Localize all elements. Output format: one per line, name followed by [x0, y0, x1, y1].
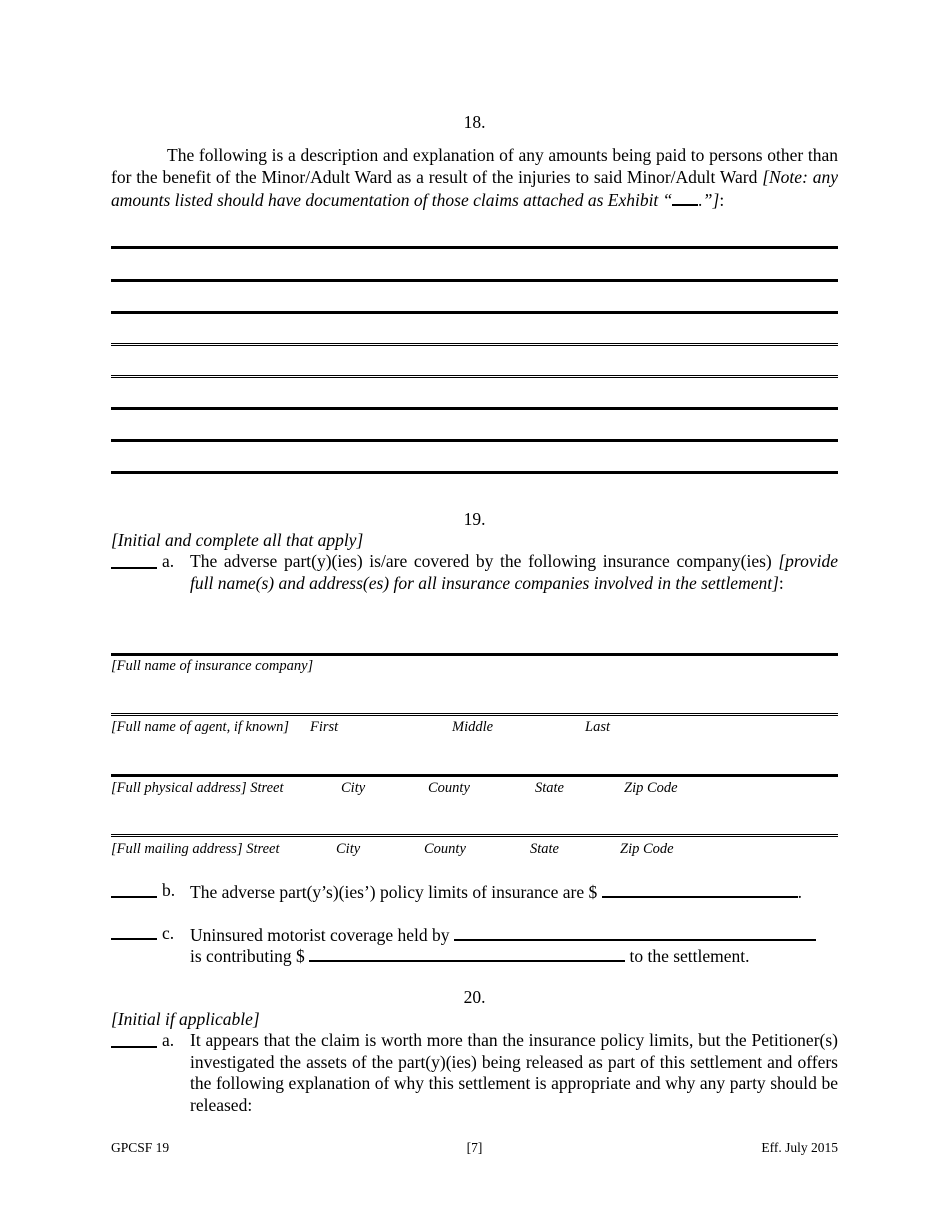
contributing-amount-blank[interactable]	[309, 944, 625, 962]
section-19-instruction: [Initial and complete all that apply]	[111, 530, 364, 550]
agent-caption-middle: Middle	[452, 719, 494, 735]
item-19a-text: The adverse part(y)(ies) is/are covered by the following insurance company(ies)	[190, 551, 779, 571]
section-18-text: The following is a description and explanation of any amounts being paid to persons other than for the benefit of the Minor/Adult Ward as a result of the injuries to said Minor/Adult Ward	[111, 145, 838, 187]
description-line-3[interactable]	[111, 311, 838, 314]
exhibit-blank[interactable]	[672, 188, 698, 206]
insurance-company-line[interactable]	[111, 653, 838, 656]
physical-caption-county: County	[428, 780, 470, 796]
initial-19c-blank[interactable]	[111, 938, 157, 940]
description-line-2[interactable]	[111, 279, 838, 282]
item-19a-letter: a.	[162, 551, 175, 571]
item-19b-letter: b.	[162, 880, 176, 900]
item-19a-text-block	[190, 551, 838, 594]
item-19c-letter: c.	[162, 923, 175, 943]
item-19c-text-3: to the settlement.	[629, 946, 750, 966]
mailing-caption-city: City	[336, 841, 361, 857]
section-20-number: 20.	[463, 987, 486, 1007]
policy-limits-blank[interactable]	[602, 880, 798, 898]
item-19c-line-1	[190, 923, 816, 947]
item-19a-colon: :	[778, 572, 784, 593]
footer-effective-date: Eff. July 2015	[761, 1140, 838, 1155]
section-18-number: 18.	[463, 112, 486, 132]
section-18-colon: :	[719, 190, 725, 210]
insurance-company-caption: [Full name of insurance company]	[111, 658, 314, 674]
item-19b-end: .	[797, 882, 802, 902]
section-18-paragraph	[111, 145, 838, 212]
initial-19a-blank[interactable]	[111, 567, 157, 569]
section-20-instruction: [Initial if applicable]	[111, 1009, 260, 1029]
description-line-6[interactable]	[111, 407, 838, 410]
item-19c-text-2: is contributing $	[190, 946, 305, 966]
physical-caption-zip: Zip Code	[624, 780, 678, 796]
mailing-caption-zip: Zip Code	[620, 841, 674, 857]
initial-19b-blank[interactable]	[111, 896, 157, 898]
agent-caption-first: First	[310, 719, 339, 735]
description-line-1[interactable]	[111, 246, 838, 249]
agent-name-line[interactable]	[111, 713, 838, 716]
item-19c-text-1: Uninsured motorist coverage held by	[190, 925, 450, 945]
description-line-7[interactable]	[111, 439, 838, 442]
section-19-number: 19.	[463, 509, 486, 529]
mailing-caption-county: County	[424, 841, 466, 857]
physical-caption-label: [Full physical address] Street	[111, 780, 284, 796]
mailing-address-line[interactable]	[111, 834, 838, 837]
physical-caption-state: State	[535, 780, 564, 796]
item-19c-line-2	[190, 944, 750, 968]
document-page	[111, 0, 838, 1230]
section-18-note: [Note: any amounts listed should have documentation of those claims attached as Exhibit “	[111, 166, 838, 210]
uninsured-holder-blank[interactable]	[454, 923, 816, 941]
physical-address-line[interactable]	[111, 774, 838, 777]
description-line-4[interactable]	[111, 343, 838, 346]
item-20a-text: It appears that the claim is worth more than the insurance policy limits, but the Petitioner(s) investigated the assets of the part(y)(ies) being released as part of this settlement and offers the following explanation of why this settlement is appropriate and why any party should be released:	[190, 1030, 838, 1115]
item-19a-note: [provide full name(s) and address(es) for all insurance companies involved in the settlement]	[190, 551, 838, 593]
item-20a-letter: a.	[162, 1030, 175, 1050]
mailing-caption-label: [Full mailing address] Street	[111, 841, 280, 857]
description-line-5[interactable]	[111, 375, 838, 378]
agent-caption-last: Last	[585, 719, 610, 735]
section-18-note-end: .”]	[698, 190, 720, 210]
item-19b-line	[190, 880, 802, 904]
item-19b-text: The adverse part(y’s)(ies’) policy limits of insurance are $	[190, 882, 598, 902]
description-line-8[interactable]	[111, 471, 838, 474]
agent-caption-label: [Full name of agent, if known]	[111, 719, 290, 735]
physical-caption-city: City	[341, 780, 366, 796]
initial-20a-blank[interactable]	[111, 1046, 157, 1048]
footer-form-id: GPCSF 19	[111, 1140, 170, 1155]
mailing-caption-state: State	[530, 841, 559, 857]
footer-page-number: [7]	[466, 1140, 483, 1155]
